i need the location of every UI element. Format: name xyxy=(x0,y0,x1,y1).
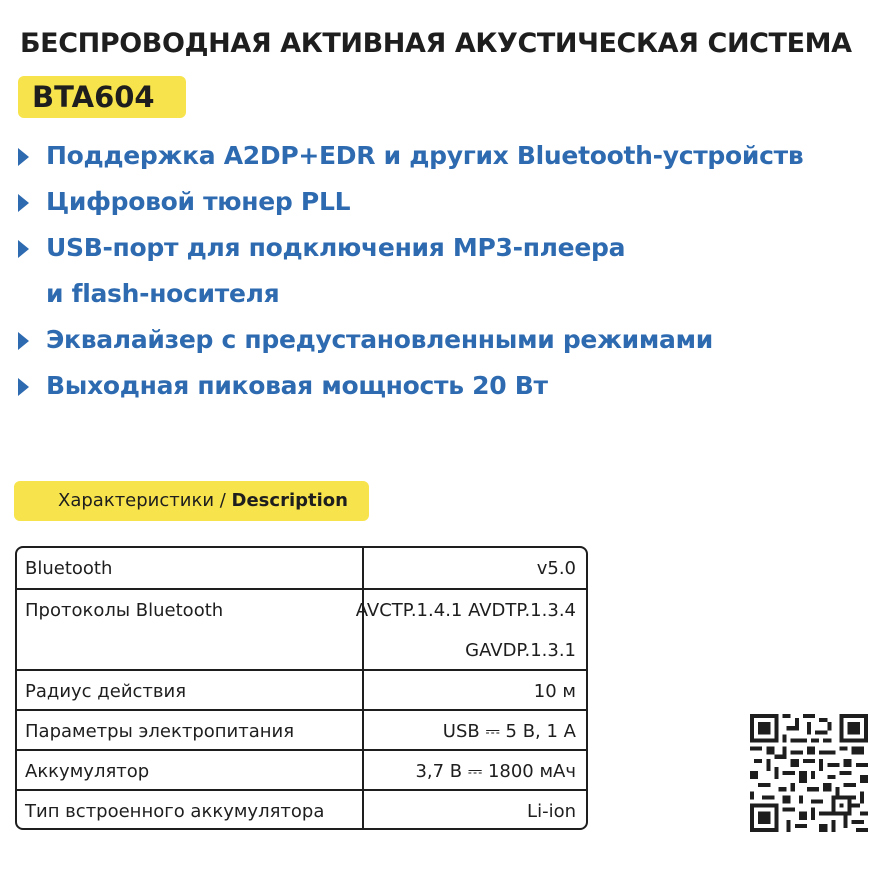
bullet-arrow-icon xyxy=(18,240,29,258)
spec-value-line2: GAVDP.1.3.1 xyxy=(465,640,576,661)
spec-value: Li-ion xyxy=(527,801,576,822)
feature-text: Эквалайзер с предустановленными режимами xyxy=(46,325,713,354)
table-row xyxy=(17,548,586,590)
bullet-arrow-icon xyxy=(18,378,29,396)
spec-table xyxy=(15,546,588,830)
table-row xyxy=(17,671,586,711)
feature-text: Цифровой тюнер PLL xyxy=(46,187,351,216)
spec-value: USB ⎓ 5 В, 1 А xyxy=(442,721,576,742)
spec-value: 3,7 В ⎓ 1800 мАч xyxy=(415,761,576,782)
description-label-ru: Характеристики / xyxy=(58,490,232,511)
feature-text: Выходная пиковая мощность 20 Вт xyxy=(46,371,548,400)
qr-code-icon xyxy=(750,714,868,832)
table-row xyxy=(17,590,586,671)
description-label-en: Description xyxy=(231,490,348,511)
spec-label: Радиус действия xyxy=(25,681,187,702)
spec-value: v5.0 xyxy=(536,558,576,579)
bullet-arrow-icon xyxy=(18,194,29,212)
spec-label: Параметры электропитания xyxy=(25,721,295,742)
bullet-arrow-icon xyxy=(18,332,29,350)
spec-value: 10 м xyxy=(533,681,576,702)
description-badge xyxy=(14,481,369,521)
table-row xyxy=(17,751,586,791)
page-title: БЕСПРОВОДНАЯ АКТИВНАЯ АКУСТИЧЕСКАЯ СИСТЕМА xyxy=(20,28,852,59)
table-row xyxy=(17,791,586,830)
spec-label: Bluetooth xyxy=(25,558,113,579)
table-row xyxy=(17,711,586,751)
feature-text: Поддержка A2DP+EDR и других Bluetooth-устройств xyxy=(46,141,804,170)
model-badge xyxy=(18,76,186,118)
feature-text: и flash-носителя xyxy=(46,279,280,308)
model-name: BTA604 xyxy=(32,80,155,114)
spec-label: Тип встроенного аккумулятора xyxy=(25,801,325,822)
spec-label: Протоколы Bluetooth xyxy=(25,600,224,621)
feature-text: USB-порт для подключения MP3-плеера xyxy=(46,233,626,262)
spec-label: Аккумулятор xyxy=(25,761,150,782)
description-label xyxy=(58,490,348,511)
spec-value: AVCTP.1.4.1 AVDTP.1.3.4 xyxy=(355,600,576,621)
bullet-arrow-icon xyxy=(18,148,29,166)
